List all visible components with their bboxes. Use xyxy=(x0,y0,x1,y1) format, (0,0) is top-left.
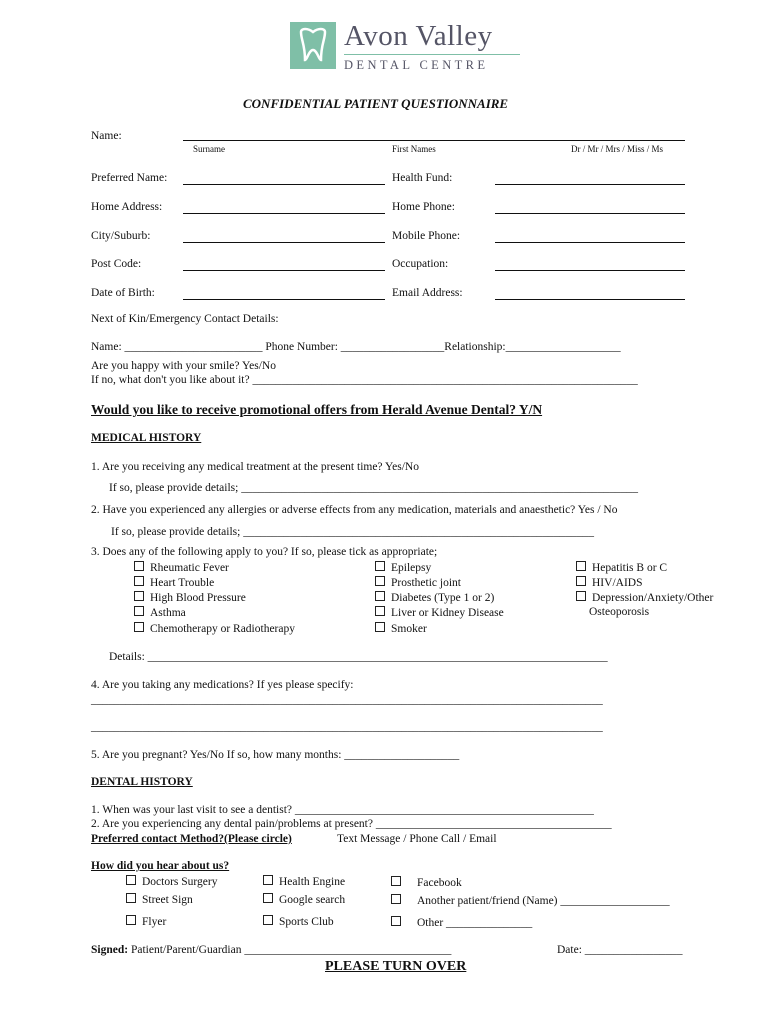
referral-checkbox[interactable] xyxy=(391,916,532,929)
condition-checkbox[interactable] xyxy=(134,591,246,604)
referral-checkbox[interactable] xyxy=(126,875,218,888)
condition-label: Liver or Kidney Disease xyxy=(391,607,504,619)
checkbox-icon[interactable] xyxy=(391,916,401,926)
signed-role: Patient/Parent/Guardian ____________________________________ xyxy=(130,944,452,956)
condition-label: Asthma xyxy=(150,607,186,619)
condition-label: Hepatitis B or C xyxy=(592,562,668,574)
medications-line-1[interactable]: _________________________________________________________________________________________ xyxy=(91,694,603,706)
referral-checkbox[interactable] xyxy=(126,893,193,906)
checkbox-icon[interactable] xyxy=(134,622,144,632)
medical-q5[interactable]: 5. Are you pregnant? Yes/No If so, how many months: ____________________ xyxy=(91,749,460,761)
smile-dislike-question[interactable]: If no, what don't you like about it? ___________________________________________________________________ xyxy=(91,374,638,386)
checkbox-icon[interactable] xyxy=(576,561,586,571)
logo-divider xyxy=(344,54,520,55)
referral-checkbox[interactable] xyxy=(263,915,334,928)
email-address-field[interactable] xyxy=(495,299,685,300)
checkbox-icon[interactable] xyxy=(126,893,136,903)
logo-tooth-icon xyxy=(290,22,336,69)
condition-checkbox[interactable] xyxy=(134,622,295,635)
checkbox-icon[interactable] xyxy=(134,606,144,616)
city-suburb-field[interactable] xyxy=(183,242,385,243)
checkbox-icon[interactable] xyxy=(263,915,273,925)
next-of-kin-heading: Next of Kin/Emergency Contact Details: xyxy=(91,313,279,325)
checkbox-icon[interactable] xyxy=(375,606,385,616)
home-phone-field[interactable] xyxy=(495,213,685,214)
condition-label: Prosthetic joint xyxy=(391,577,461,589)
condition-checkbox[interactable] xyxy=(375,591,494,604)
health-fund-field[interactable] xyxy=(495,184,685,185)
referral-checkbox[interactable] xyxy=(263,893,345,906)
signature-line[interactable] xyxy=(91,944,451,956)
checkbox-icon[interactable] xyxy=(391,876,401,886)
name-field[interactable] xyxy=(183,140,685,141)
checkbox-icon[interactable] xyxy=(391,894,401,904)
dental-q2[interactable]: 2. Are you experiencing any dental pain/problems at present? _________________________________________ xyxy=(91,818,612,830)
conditions-details[interactable]: Details: ________________________________________________________________________________ xyxy=(109,651,608,663)
promo-question: Would you like to receive promotional offers from Herald Avenue Dental? Y/N xyxy=(91,402,543,417)
post-code-label: Post Code: xyxy=(91,258,142,270)
condition-checkbox[interactable] xyxy=(375,606,504,619)
contact-method-options[interactable]: Text Message / Phone Call / Email xyxy=(337,833,497,845)
referral-label: Facebook xyxy=(417,877,462,889)
date-field[interactable]: Date: _________________ xyxy=(557,944,683,956)
referral-label: Health Engine xyxy=(279,876,346,888)
referral-label: Flyer xyxy=(142,916,167,928)
condition-label: Heart Trouble xyxy=(150,577,215,589)
dental-history-heading: DENTAL HISTORY xyxy=(91,776,193,788)
checkbox-icon[interactable] xyxy=(134,591,144,601)
referral-label: Google search xyxy=(279,894,346,906)
condition-checkbox[interactable] xyxy=(134,576,214,589)
checkbox-icon[interactable] xyxy=(375,576,385,586)
title-caption: Dr / Mr / Mrs / Miss / Ms xyxy=(571,144,664,154)
checkbox-icon[interactable] xyxy=(375,561,385,571)
date-of-birth-field[interactable] xyxy=(183,299,385,300)
email-address-label: Email Address: xyxy=(392,287,463,299)
date-of-birth-label: Date of Birth: xyxy=(91,287,155,299)
checkbox-icon[interactable] xyxy=(126,915,136,925)
condition-label: Depression/Anxiety/Other xyxy=(592,592,714,604)
name-label: Name: xyxy=(91,130,122,142)
condition-checkbox[interactable] xyxy=(375,622,427,635)
condition-label: High Blood Pressure xyxy=(150,592,246,604)
surname-caption: Surname xyxy=(193,144,225,154)
referral-label: Other _______________ xyxy=(417,917,533,929)
condition-label: Epilepsy xyxy=(391,562,432,574)
referral-checkbox[interactable] xyxy=(263,875,345,888)
condition-checkbox[interactable] xyxy=(576,576,642,589)
mobile-phone-label: Mobile Phone: xyxy=(392,230,461,242)
smile-question: Are you happy with your smile? Yes/No xyxy=(91,360,276,372)
page-title: CONFIDENTIAL PATIENT QUESTIONNAIRE xyxy=(243,96,509,111)
medications-line-2[interactable]: _________________________________________________________________________________________ xyxy=(91,721,603,733)
occupation-label: Occupation: xyxy=(392,258,449,270)
logo-name: Avon Valley xyxy=(344,20,493,52)
referral-heading: How did you hear about us? xyxy=(91,860,230,872)
please-turn-over: PLEASE TURN OVER xyxy=(325,959,467,974)
condition-label: Chemotherapy or Radiotherapy xyxy=(150,623,295,635)
medical-q3: 3. Does any of the following apply to you? If so, please tick as appropriate; xyxy=(91,546,438,558)
medical-q1-details[interactable]: If so, please provide details; _____________________________________________________________________ xyxy=(109,482,638,494)
referral-label: Street Sign xyxy=(142,894,193,906)
checkbox-icon[interactable] xyxy=(576,576,586,586)
next-of-kin-line[interactable]: Name: ________________________ Phone Number: __________________Relationship:____________________ xyxy=(91,341,621,353)
post-code-field[interactable] xyxy=(183,270,385,271)
referral-label: Sports Club xyxy=(279,916,334,928)
mobile-phone-field[interactable] xyxy=(495,242,685,243)
preferred-name-field[interactable] xyxy=(183,184,385,185)
condition-label: Rheumatic Fever xyxy=(150,562,229,574)
checkbox-icon[interactable] xyxy=(375,622,385,632)
medical-q2: 2. Have you experienced any allergies or adverse effects from any medication, materials and anaesthetic? Yes / No xyxy=(91,504,618,516)
medical-q4: 4. Are you taking any medications? If yes please specify: xyxy=(91,679,354,691)
preferred-name-label: Preferred Name: xyxy=(91,172,168,184)
first-names-caption: First Names xyxy=(392,144,436,154)
condition-checkbox[interactable] xyxy=(375,561,431,574)
checkbox-icon[interactable] xyxy=(263,875,273,885)
checkbox-icon[interactable] xyxy=(375,591,385,601)
condition-checkbox[interactable] xyxy=(375,576,461,589)
health-fund-label: Health Fund: xyxy=(392,172,453,184)
medical-history-heading: MEDICAL HISTORY xyxy=(91,432,202,444)
referral-checkbox[interactable] xyxy=(391,894,670,907)
home-address-field[interactable] xyxy=(183,213,385,214)
city-suburb-label: City/Suburb: xyxy=(91,230,151,242)
condition-checkbox[interactable] xyxy=(134,606,186,619)
checkbox-icon[interactable] xyxy=(126,875,136,885)
contact-method-label: Preferred contact Method?(Please circle) xyxy=(91,833,292,845)
checkbox-icon[interactable] xyxy=(576,591,586,601)
logo-subtitle: DENTAL CENTRE xyxy=(344,58,489,72)
medical-q2-details[interactable]: If so, please provide details; _____________________________________________________________ xyxy=(111,526,594,538)
referral-checkbox[interactable] xyxy=(391,876,462,889)
condition-label: Smoker xyxy=(391,623,427,635)
condition-label-extra: Osteoporosis xyxy=(589,606,650,618)
signed-label: Signed: xyxy=(91,944,129,956)
referral-label: Another patient/friend (Name) ___________________ xyxy=(417,895,670,907)
condition-checkbox[interactable] xyxy=(134,561,229,574)
medical-q1: 1. Are you receiving any medical treatment at the present time? Yes/No xyxy=(91,461,419,473)
checkbox-icon[interactable] xyxy=(134,576,144,586)
home-phone-label: Home Phone: xyxy=(392,201,455,213)
condition-checkbox[interactable] xyxy=(576,561,667,574)
condition-checkbox[interactable] xyxy=(576,591,713,604)
home-address-label: Home Address: xyxy=(91,201,163,213)
referral-checkbox[interactable] xyxy=(126,915,166,928)
condition-label: HIV/AIDS xyxy=(592,577,643,589)
checkbox-icon[interactable] xyxy=(134,561,144,571)
checkbox-icon[interactable] xyxy=(263,893,273,903)
referral-label: Doctors Surgery xyxy=(142,876,218,888)
condition-label: Diabetes (Type 1 or 2) xyxy=(391,592,495,604)
occupation-field[interactable] xyxy=(495,270,685,271)
dental-q1[interactable]: 1. When was your last visit to see a dentist? ____________________________________________________ xyxy=(91,804,594,816)
